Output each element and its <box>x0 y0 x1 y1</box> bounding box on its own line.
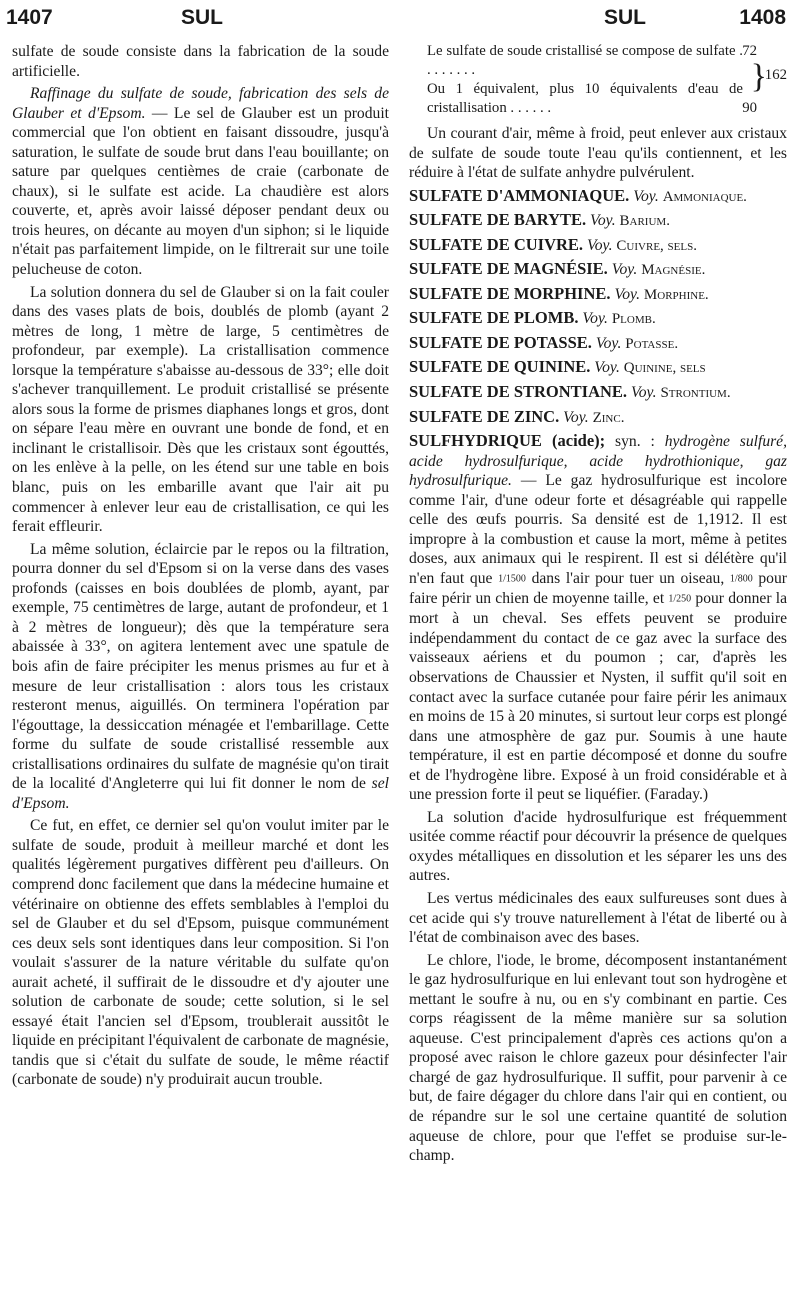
fraction: 1/1500 <box>498 573 526 585</box>
paragraph-text: dans l'air pour tuer un oiseau, <box>531 569 725 587</box>
synonym-marker: syn. : <box>615 433 655 451</box>
dictionary-entry <box>409 259 787 281</box>
entry-headword: SULFATE DE MORPHINE. <box>409 283 611 303</box>
right-page-number: 1408 <box>739 6 786 29</box>
entry-headword: SULFATE DE BARYTE. <box>409 210 587 230</box>
composition-row <box>409 80 787 118</box>
entry-headword: SULFATE D'AMMONIAQUE. <box>409 185 630 205</box>
left-page-number: 1407 <box>6 6 53 29</box>
cross-ref-target[interactable]: Barium. <box>619 213 670 230</box>
entry-headword: SULFATE DE POTASSE. <box>409 332 592 352</box>
cross-ref-marker: Voy. <box>594 359 620 377</box>
paragraph-text: La même solution, éclaircie par le repos ou la filtration, pourra donner du sel d'Epsom si on la verse dans des vases profonds (caisses en bois doublées de plomb, ayant, par exemple, 75 centimètres de large, autant de profondeur, et 1 à 2 mètres de longueur); dès que la température sera abaissée à 33°, on agitera lentement avec une spatule de bois afin de faire précipiter les menus prismes au fur et à mesure de leur cristallisation : alors tous les cristaux resteront menus, aiguillés. On terminera l'opération par l'égouttage, la dessiccation ménagée et l'embarillage. Cette forme du sulfate de soude cristallisé ressemble aux cristallisations ordinaires du sulfate de magnésie qu'on tirait de la localité d'Angleterre qui lui fit donner le nom de <box>12 540 389 793</box>
cross-ref-marker: Voy. <box>614 285 640 303</box>
composition-row <box>409 42 787 80</box>
dictionary-entry <box>409 308 787 330</box>
paragraph <box>12 42 389 81</box>
fraction: 1/800 <box>729 573 753 585</box>
composition-total: 162 <box>764 67 787 83</box>
cross-ref-target[interactable]: Plomb. <box>611 311 656 328</box>
paragraph <box>409 808 787 886</box>
paragraph <box>12 84 389 279</box>
dictionary-entry <box>409 333 787 355</box>
cross-ref-marker: Voy. <box>563 408 589 426</box>
composition-table <box>409 42 787 118</box>
right-running-title: SUL <box>604 6 646 29</box>
cross-ref-marker: Voy. <box>633 187 659 205</box>
entry-headword: SULFATE DE QUININE. <box>409 357 591 377</box>
paragraph <box>12 540 389 814</box>
composition-label: Ou 1 équivalent, plus 10 équivalents d'eau de cristallisation . . . . . . <box>427 81 743 116</box>
paragraph-text: pour donner la mort à un cheval. Ses effets peuvent se produire indépendamment du contact de ce gaz avec la surface des vaisseaux aériens et du poumon ; car, d'après les observations de Chaussier et Nysten, il suffit qu'il soit en contact avec la surface cutanée pour faire périr les animaux en moins de 15 à 20 minutes, si surtout leur corps est plongé dans une atmosphère de gaz pur. Soumis à une haute température, il est en partie décomposé et donne du soufre et de l'hydrogène libre. Exposé à un froid considérable et à une pression forte il peut se liquéfier. (Faraday.) <box>409 590 787 804</box>
cross-ref-target[interactable]: Cuivre, sels. <box>616 237 697 254</box>
left-column <box>12 42 389 1090</box>
dictionary-entry <box>409 235 787 257</box>
dictionary-entry <box>409 284 787 306</box>
fraction: 1/250 <box>668 593 692 605</box>
dictionary-entry <box>409 357 787 379</box>
paragraph <box>409 951 787 1166</box>
paragraph <box>409 889 787 948</box>
paragraph <box>409 124 787 183</box>
composition-value: 90 <box>742 100 757 116</box>
cross-ref-marker: Voy. <box>590 212 616 230</box>
dictionary-entry <box>409 186 787 208</box>
entry-headword: SULFATE DE PLOMB. <box>409 308 579 328</box>
composition-value: 72 <box>742 43 757 59</box>
emphasis: sel d'Epsom. <box>12 775 389 812</box>
dictionary-entry <box>409 431 787 805</box>
section-subtitle: Raffinage du sulfate de soude, fabrication des sels de Glauber et d'Epsom. <box>12 85 389 122</box>
brace-symbol: } <box>750 58 767 95</box>
cross-ref-target[interactable]: Magnésie. <box>641 262 706 279</box>
dictionary-entry <box>409 382 787 404</box>
cross-ref-target[interactable]: Strontium. <box>660 385 731 402</box>
dictionary-entry <box>409 407 787 429</box>
dictionary-entry <box>409 210 787 232</box>
running-header <box>6 6 794 36</box>
entry-headword: SULFATE DE MAGNÉSIE. <box>409 259 608 279</box>
paragraph <box>12 816 389 1090</box>
paragraph-text: pour faire périr un chien de moyenne taille, et <box>409 569 787 608</box>
cross-ref-target[interactable]: Zinc. <box>592 409 625 426</box>
composition-label: Le sulfate de soude cristallisé se compose de sulfate . . . . . . . . <box>427 43 743 78</box>
entry-headword: SULFATE DE CUIVRE. <box>409 234 584 254</box>
entry-headword: SULFHYDRIQUE (acide); <box>409 431 606 451</box>
cross-ref-target[interactable]: Morphine. <box>643 286 709 303</box>
synonyms: hydrogène sulfuré, acide hydrosulfurique, acide hydrothionique, gaz hydrosulfurique. <box>409 433 788 490</box>
paragraph-text: — Le gaz hydrosulfurique est incolore comme l'air, d'une odeur forte et désagréable qui rappelle celle des œufs pourris. Sa densité est de 1,1912. Il est impropre à la combustion et cause la mort, même à petites doses, aux animaux qui le respirent. Il est si délétère qu'il n'en faut que <box>409 472 787 587</box>
right-column <box>409 42 787 1166</box>
paragraph-text: sulfate de soude consiste dans la fabrication de la soude artificielle. <box>12 43 389 80</box>
cross-ref-marker: Voy. <box>630 384 657 402</box>
paragraph-text: Les vertus médicinales des eaux sulfureuses sont dues à cet acide qui s'y trouve naturellement à l'état de liberté ou à l'état de combinaison avec des bases. <box>409 889 787 947</box>
cross-ref-target[interactable]: Potasse. <box>625 335 679 352</box>
cross-ref-marker: Voy. <box>611 261 638 279</box>
paragraph <box>12 283 389 537</box>
paragraph-text: Ce fut, en effet, ce dernier sel qu'on voulut imiter par le sulfate de soude, produit à meilleur marché et dont les qualités légèrement purgatives diffèrent peu d'ailleurs. On comprend donc facilement que dans la médecine humaine et vétérinaire on obtienne des effets semblables à l'emploi du sel de Glauber et du sel d'Epsom, puisque communément ces deux sels sont identiques dans leur composition. Si l'on voulait s'assurer de la nature véritable du sulfate qu'on aurait acheté, il suffirait de le dissoudre et d'y ajouter une solution de carbonate de soude; cette solution, si le sel essayé était l'ancien sel d'Epsom, troublerait aussitôt le liquide en précipitant l'équivalent de carbonate de magnésie, tandis que si c'était du sulfate de soude, le même réactif (carbonate de soude) n'y produirait aucun trouble. <box>12 817 389 1089</box>
paragraph-text: Un courant d'air, même à froid, peut enlever aux cristaux de sulfate de soude toute l'eau qu'ils contiennent, et les réduire à l'état de sulfate anhydre pulvérulent. <box>409 125 787 182</box>
paragraph-text: La solution donnera du sel de Glauber si on la fait couler dans des vases plats de bois, doublés de plomb (ayant 2 mètres de long, 1 mètre de large, 5 centimètres de profondeur, par exemple). La cristallisation commence lorsque la température s'abaisse au-dessous de 33°; elle doit s'achever tranquillement. Le produit cristallisé se présente alors sous la forme de prismes diaphanes longs et gros, dont on sépare l'eau mère en ouvrant une bonde de fond, et en inclinant le cristallisoir. Dès que les cristaux sont égouttés, on les enlève à la pelle, on les étend sur une table en bois blanc, puis on les embarille avant que l'air ait pu commencer à enlever leur eau de cristallisation, ce qui les ferait effleurir. <box>12 283 389 536</box>
paragraph-text: Le chlore, l'iode, le brome, décomposent instantanément le gaz hydrosulfurique en lui enlevant tout son hydrogène et mettant le soufre à nu, ou en s'y combinant en partie. Ces corps réagissent de la même manière sur sa solution aqueuse. C'est principalement d'après ces actions qu'on a proposé avec raison le chlore gazeux pour désinfecter l'air chargé de gaz hydrosulfurique. Il suffit, pour parvenir à ce but, de faire dégager du chlore dans l'air qui en contient, ou de répandre sur le sol une certaine quantité de solution aqueuse de chlore, pour que l'effet se produise sur-le-champ. <box>409 951 787 1165</box>
entry-headword: SULFATE DE ZINC. <box>409 406 560 426</box>
cross-ref-target[interactable]: Quinine, sels <box>623 360 706 377</box>
cross-ref-marker: Voy. <box>586 236 613 254</box>
paragraph-text: La solution d'acide hydrosulfurique est fréquemment usitée comme réactif pour découvrir la présence de quelques oxydes métalliques en dissolution et les séparer les uns des autres. <box>409 808 787 885</box>
cross-ref-marker: Voy. <box>595 334 622 352</box>
cross-ref-target[interactable]: Ammoniaque. <box>662 188 747 205</box>
cross-ref-marker: Voy. <box>582 310 608 328</box>
paragraph-text: — Le sel de Glauber est un produit commercial que l'on obtient en faisant dissoudre, jusqu'à saturation, le sulfate de soude brut dans l'eau bouillante; on sature par quelques centièmes de craie (carbonate de chaux), si le sulfate est acide. La chaudière est alors couverte, et, après avoir laissé déposer pendant deux ou trois heures, on décante au moyen d'un siphon; si le liquide n'était pas parfaitement limpide, on le filtrerait sur une toile pelucheuse de coton. <box>12 104 389 279</box>
entry-headword: SULFATE DE STRONTIANE. <box>409 382 628 402</box>
left-running-title: SUL <box>181 6 223 29</box>
